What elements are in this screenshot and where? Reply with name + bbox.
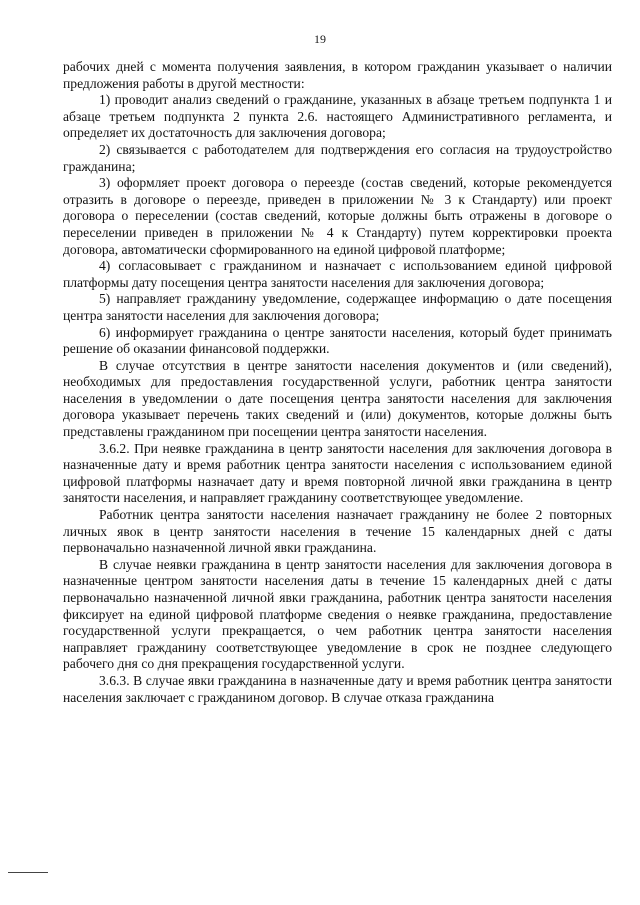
list-item-6: 6) информирует гражданина о центре занятости населения, который будет принимать решение об оказании финансовой поддержки. — [63, 324, 612, 357]
paragraph-3-6-3: 3.6.3. В случае явки гражданина в назначенные дату и время работник центра занятости населения заключает с гражданином договор. В случае отказа гражданина — [63, 672, 612, 705]
document-body — [63, 59, 612, 706]
paragraph-no-show: В случае неявки гражданина в центр занятости населения для заключения договора в назначенные центром занятости населения даты в течение 15 календарных дней с даты первоначально назначенной личной явки гражданина, работник центра занятости населения фиксирует на единой цифровой платформе сведения о неявке гражданина, предоставление государственной услуги прекращается, о чем работник центра занятости населения направляет гражданину соответствующее уведомление в срок не позднее следующего рабочего дня со дня прекращения государственной услуги. — [63, 556, 612, 672]
list-item-1: 1) проводит анализ сведений о гражданине, указанных в абзаце третьем подпункта 1 и абзаце третьем подпункта 2 пункта 2.6. настоящего Административного регламента, и определяет их достаточность для заключения договора; — [63, 92, 612, 141]
footer-divider — [8, 872, 48, 873]
paragraph-repeat-visits: Работник центра занятости населения назначает гражданину не более 2 повторных личных явок в центр занятости населения в течение 15 календарных дней с даты первоначально назначенной личной явки гражданина. — [63, 507, 612, 556]
list-item-4: 4) согласовывает с гражданином и назначает с использованием единой цифровой платформы дату посещения центра занятости населения для заключения договора; — [63, 258, 612, 290]
list-item-5: 5) направляет гражданину уведомление, содержащее информацию о дате посещения центра занятости населения для заключения договора; — [63, 291, 612, 323]
paragraph-3-6-2: 3.6.2. При неявке гражданина в центр занятости населения для заключения договора в назначенные дату и время работник центра занятости населения с использованием единой цифровой платформы назначает дату и время повторной личной явки гражданина в центр занятости населения, и направляет гражданину соответствующее уведомление. — [63, 440, 612, 506]
paragraph-missing-documents: В случае отсутствия в центре занятости населения документов и (или сведений), необходимых для предоставления государственной услуги, работник центра занятости населения в уведомлении о дате посещения центра занятости населения для заключения договора указывает перечень таких сведений и (или) документов, которые должны быть представлены гражданином при посещении центра занятости населения. — [63, 357, 612, 440]
list-item-3: 3) оформляет проект договора о переезде (состав сведений, которые рекомендуется отразить в договоре о переезде, приведен в приложении № 3 к Стандарту) или проект договора о переселении (состав сведений, которые должны быть отражены в договоре о переселении приведен в приложении № 4 к Стандарту) путем корректировки проекта договора, автоматически сформированного на единой цифровой платформе; — [63, 175, 612, 257]
page-number: 19 — [314, 32, 326, 46]
paragraph-continuation: рабочих дней с момента получения заявления, в котором гражданин указывает о наличии предложения работы в другой местности: — [63, 59, 612, 91]
list-item-2: 2) связывается с работодателем для подтверждения его согласия на трудоустройство гражданина; — [63, 141, 612, 174]
